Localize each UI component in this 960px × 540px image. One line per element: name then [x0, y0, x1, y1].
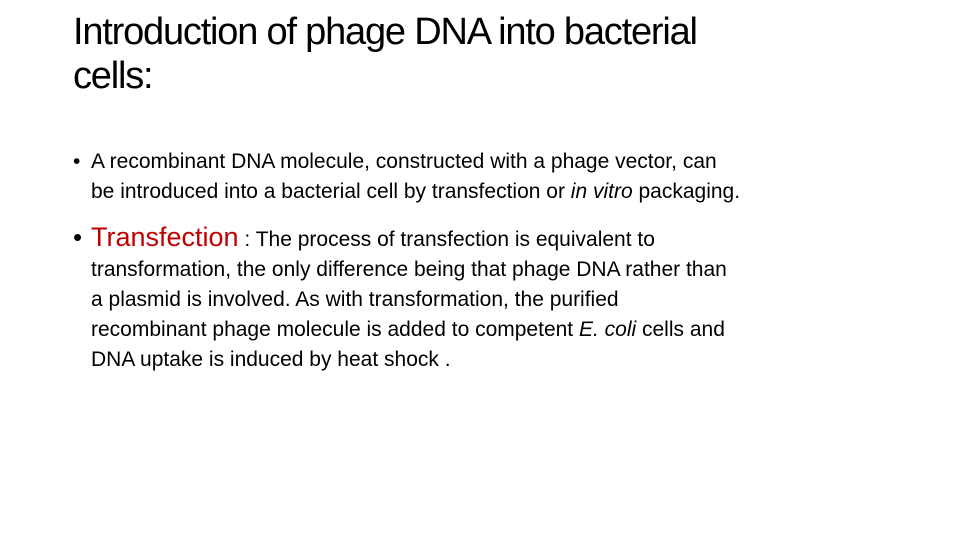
- bullet2-line-4-text-b: cells and: [636, 318, 725, 341]
- bullet2-line-1: [91, 222, 903, 255]
- bullet2-line-1-rest: : The process of transfection is equivalent to: [238, 228, 655, 251]
- bullet-item-transfection: [73, 222, 903, 375]
- slide-title-line-2: cells:: [73, 55, 153, 97]
- bullet-icon: •: [73, 150, 81, 173]
- bullet1-italic-term: in vitro: [570, 180, 633, 203]
- bullet1-line-1: A recombinant DNA molecule, constructed with a phage vector, can: [91, 150, 717, 173]
- bullet1-line-2: [91, 177, 903, 207]
- bullet2-line-3: a plasmid is involved. As with transformation, the purified: [91, 288, 619, 311]
- bullet2-line-4-text-a: recombinant phage molecule is added to competent: [91, 318, 579, 341]
- slide-title-line-1: Introduction of phage DNA into bacterial: [73, 11, 697, 53]
- bullet-item-recombinant-dna: [73, 147, 903, 207]
- bullet2-line-5: DNA uptake is induced by heat shock .: [91, 348, 451, 371]
- bullet-row: [73, 222, 903, 375]
- bullet1-line-2-text-b: packaging.: [632, 180, 741, 203]
- bullet2-line-2: transformation, the only difference being that phage DNA rather than: [91, 258, 727, 281]
- slide-title: [73, 10, 893, 98]
- transfection-term: Transfection: [91, 222, 239, 252]
- bullet-row: [73, 147, 903, 207]
- bullet1-line-2-text-a: be introduced into a bacterial cell by transfection or: [91, 180, 571, 203]
- bullet-icon: •: [73, 222, 83, 252]
- e-coli-term: E. coli: [578, 318, 637, 341]
- bullet2-line-4: [91, 315, 903, 345]
